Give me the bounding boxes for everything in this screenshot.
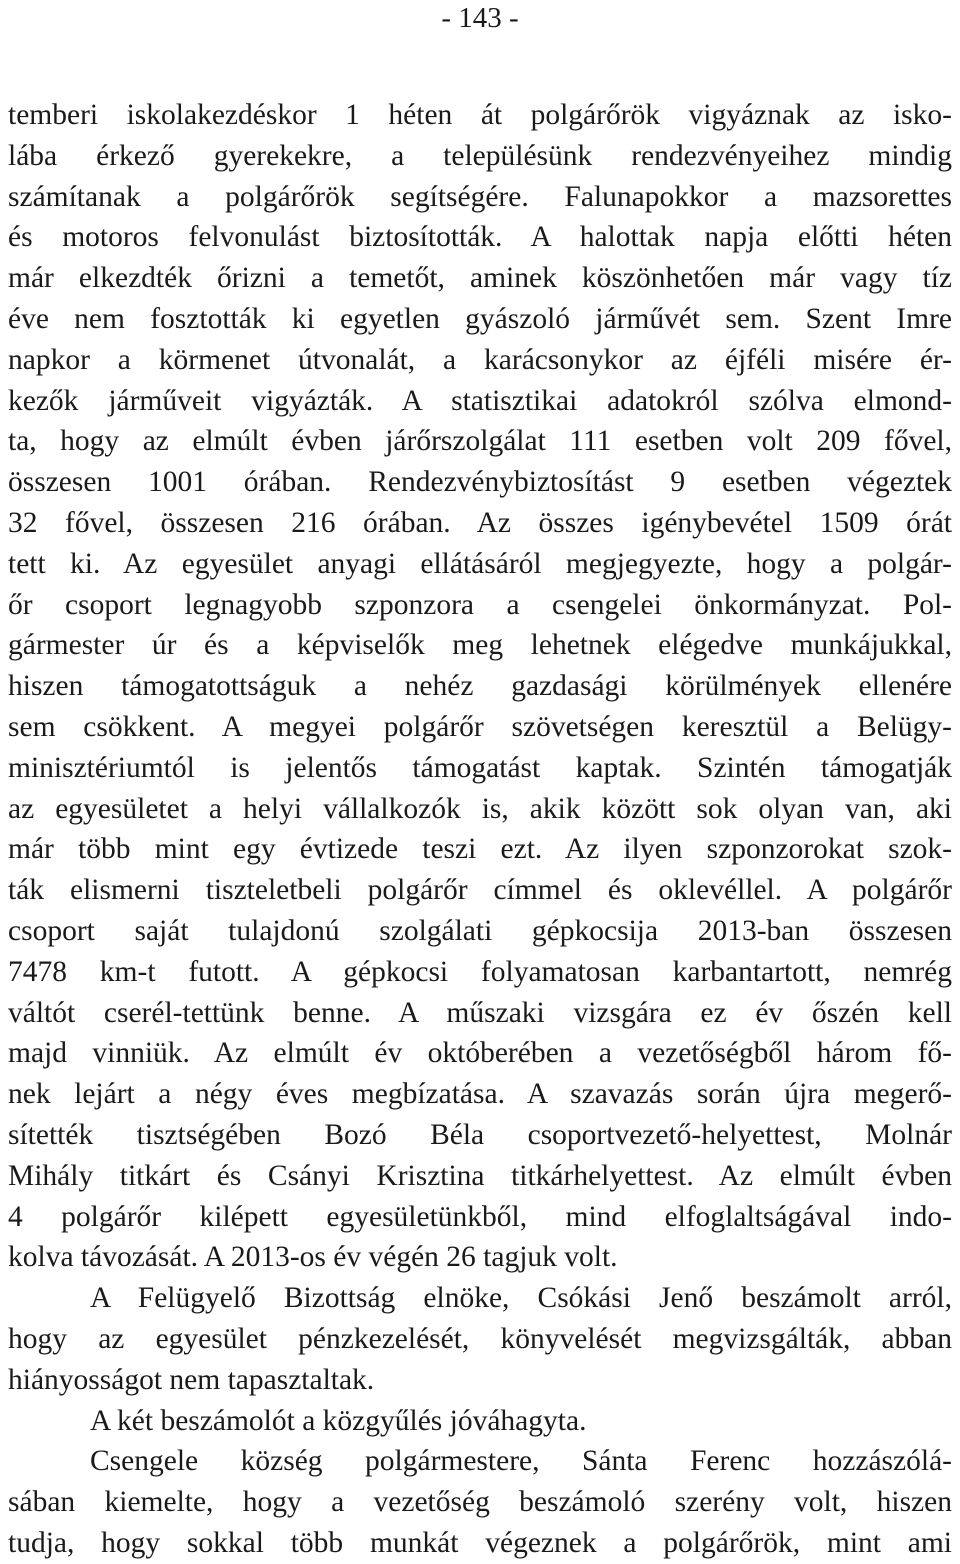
text-line: temberi iskolakezdéskor 1 héten át polgárőrök vigyáznak az isko- bbox=[8, 99, 952, 131]
text-line: 7478 km-t futott. A gépkocsi folyamatosan karbantartott, nemrég bbox=[8, 955, 952, 988]
text-line: kolva távozását. A 2013-os év végén 26 tagjuk volt. bbox=[8, 1241, 618, 1274]
text-line: éve nem fosztották ki egyetlen gyászoló járművét sem. Szent Imre bbox=[8, 302, 952, 335]
text-line: számítanak a polgárőrök segítségére. Falunapokkor a mazsorettes bbox=[8, 180, 952, 213]
text-line: váltót cserél-tettünk benne. A műszaki vizsgára ez év őszén kell bbox=[8, 996, 952, 1029]
text-line: csoport saját tulajdonú szolgálati gépkocsija 2013-ban összesen bbox=[8, 914, 952, 947]
text-line: sában kiemelte, hogy a vezetőség beszámoló szerény volt, hiszen bbox=[8, 1486, 952, 1519]
text-line: őr csoport legnagyobb szponzora a csengelei önkormányzat. Pol- bbox=[8, 588, 952, 621]
text-line: ták elismerni tiszteletbeli polgárőr címmel és oklevéllel. A polgárőr bbox=[8, 874, 952, 907]
text-line: tett ki. Az egyesület anyagi ellátásáról megjegyezte, hogy a polgár- bbox=[8, 547, 952, 580]
text-line: A két beszámolót a közgyűlés jóváhagyta. bbox=[90, 1404, 587, 1437]
text-line: gármester úr és a képviselők meg lehetnek elégedve munkájukkal, bbox=[8, 629, 952, 662]
text-line: ta, hogy az elmúlt évben járőrszolgálat 111 esetben volt 209 fővel, bbox=[8, 425, 952, 458]
text-line: hiányosságot nem tapasztaltak. bbox=[8, 1363, 375, 1396]
text-line: A Felügyelő Bizottság elnöke, Csókási Jenő beszámolt arról, bbox=[90, 1282, 952, 1315]
text-line: már több mint egy évtizede teszi ezt. Az ilyen szponzorokat szok- bbox=[8, 833, 952, 866]
text-line: 4 polgárőr kilépett egyesületünkből, mind elfoglaltságával indo- bbox=[8, 1200, 952, 1233]
text-line: majd vinniük. Az elmúlt év októberében a vezetőségből három fő- bbox=[8, 1037, 952, 1070]
text-line: tudja, hogy sokkal több munkát végeznek a polgárőrök, mint ami bbox=[8, 1526, 952, 1559]
text-line: hiszen támogatottságuk a nehéz gazdasági körülmények ellenére bbox=[8, 670, 952, 703]
text-line: hogy az egyesület pénzkezelését, könyvelését megvizsgálták, abban bbox=[8, 1322, 952, 1355]
text-line: már elkezdték őrizni a temetőt, aminek köszönhetően már vagy tíz bbox=[8, 262, 952, 295]
text-line: sítették tisztségében Bozó Béla csoportvezető-helyettest, Molnár bbox=[8, 1118, 952, 1151]
text-line: minisztériumtól is jelentős támogatást kaptak. Szintén támogatják bbox=[8, 751, 952, 784]
text-line: sem csökkent. A megyei polgárőr szövetségen keresztül a Belügy- bbox=[8, 710, 952, 743]
text-line: lába érkező gyerekekre, a településünk rendezvényeihez mindig bbox=[8, 139, 952, 172]
text-line: összesen 1001 órában. Rendezvénybiztosítást 9 esetben végeztek bbox=[8, 466, 952, 499]
text-line: nek lejárt a négy éves megbízatása. A szavazás során újra megerő- bbox=[8, 1078, 952, 1111]
text-line: napkor a körmenet útvonalát, a karácsonykor az éjféli misére ér- bbox=[8, 343, 952, 376]
text-line: az egyesületet a helyi vállalkozók is, akik között sok olyan van, aki bbox=[8, 792, 952, 825]
text-line: kezők járműveit vigyázták. A statisztikai adatokról szólva elmond- bbox=[8, 384, 952, 417]
text-line: és motoros felvonulást biztosították. A halottak napja előtti héten bbox=[8, 221, 952, 254]
text-line: Csengele község polgármestere, Sánta Ferenc hozzászólá- bbox=[90, 1445, 952, 1478]
body-text bbox=[8, 95, 952, 1564]
text-line: 32 fővel, összesen 216 órában. Az összes igénybevétel 1509 órát bbox=[8, 506, 952, 539]
text-line: Mihály titkárt és Csányi Krisztina titkárhelyettest. Az elmúlt évben bbox=[8, 1159, 952, 1192]
page-number: - 143 - bbox=[441, 2, 519, 34]
